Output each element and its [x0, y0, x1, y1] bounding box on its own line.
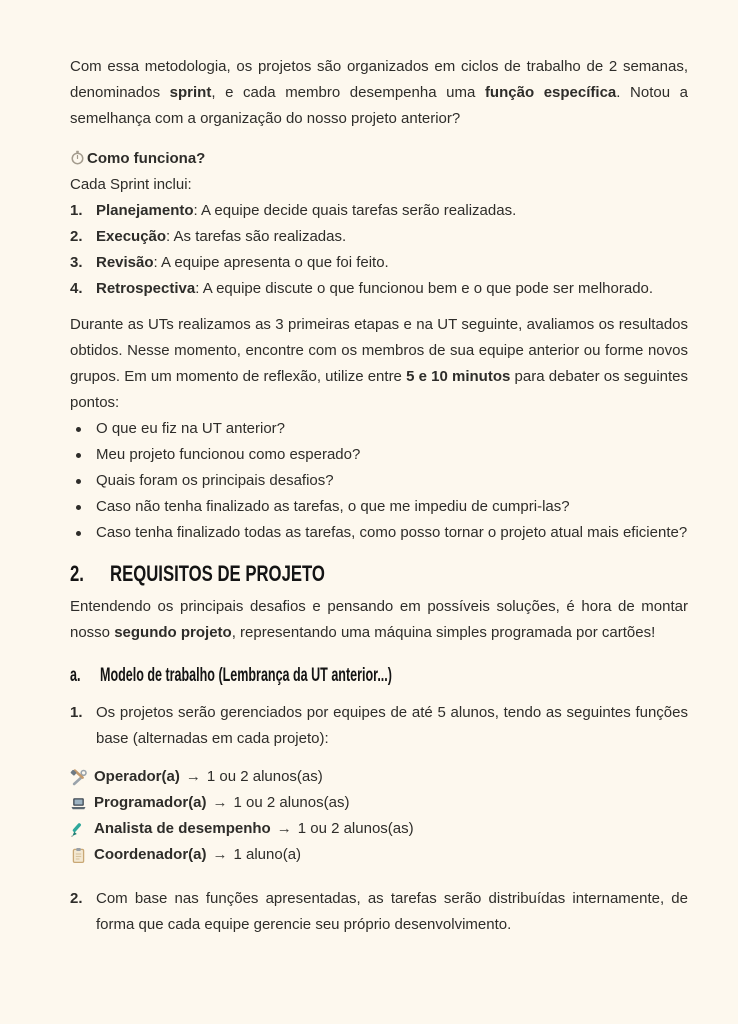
laptop-icon [70, 795, 94, 812]
subsection-letter: a. [70, 665, 81, 686]
bullet-text: Caso tenha finalizado todas as tarefas, como posso tornar o projeto atual mais eficiente? [96, 524, 688, 541]
hammer-wrench-icon [70, 769, 94, 786]
reflection-bullet-list [70, 416, 688, 546]
arrow-right-icon: → [212, 794, 228, 811]
arrow-right-icon: → [185, 768, 201, 785]
how-it-works-heading [70, 146, 688, 172]
role-item-programador [70, 790, 688, 816]
step-text [96, 250, 688, 276]
step-number: 1. [70, 202, 83, 219]
bullet-marker [70, 520, 96, 546]
role-count: 1 ou 2 alunos(as) [206, 768, 323, 785]
bullet-item [70, 468, 688, 494]
step-description: : A equipe decide quais tarefas serão realizadas. [193, 202, 517, 219]
step-name: Planejamento [96, 202, 194, 219]
sprint-steps-list [70, 198, 688, 302]
bullet-item [70, 494, 688, 520]
bullet-item [70, 442, 688, 468]
pen-icon [70, 821, 94, 838]
clipboard-icon [70, 847, 94, 864]
role-item-analista [70, 816, 688, 842]
how-it-works-title: Como funciona? [87, 150, 206, 167]
section-number: 2. [70, 561, 84, 586]
arrow-right-icon: → [212, 846, 228, 863]
item-number: 2. [70, 890, 83, 907]
step-description: : As tarefas são realizadas. [166, 228, 347, 245]
bullet-marker [70, 494, 96, 520]
sprint-step [70, 198, 688, 224]
step-text [96, 276, 688, 302]
step-name: Execução [96, 228, 167, 245]
step-description: : A equipe discute o que funcionou bem e o que pode ser melhorado. [195, 280, 654, 297]
role-name: Coordenador(a) [94, 846, 207, 863]
bullet-text: Meu projeto funcionou como esperado? [96, 446, 361, 463]
roles-list [70, 764, 688, 868]
sprint-step [70, 224, 688, 250]
role-count: 1 aluno(a) [233, 846, 302, 863]
item-number: 1. [70, 704, 83, 721]
section-2-heading [70, 560, 688, 588]
subsection-title: Modelo de trabalho (Lembrança da UT anterior...) [100, 665, 392, 686]
section-2-paragraph: Entendendo os principais desafios e pensando em possíveis soluções, é hora de montar nosso segundo projeto, representando uma máquina simples programada por cartões! [70, 598, 688, 641]
step-number: 2. [70, 228, 83, 245]
bullet-text: Quais foram os principais desafios? [96, 472, 334, 489]
step-name: Retrospectiva [96, 280, 196, 297]
role-name: Operador(a) [94, 768, 180, 785]
role-text [94, 764, 323, 790]
step-text [96, 198, 688, 224]
sprint-step [70, 250, 688, 276]
bullet-marker [70, 416, 96, 442]
step-description: : A equipe apresenta o que foi feito. [153, 254, 389, 271]
role-text [94, 790, 349, 816]
bullet-item [70, 416, 688, 442]
bullet-marker [70, 468, 96, 494]
role-item-operador [70, 764, 688, 790]
subsection-a-heading [70, 662, 688, 690]
role-text [94, 842, 301, 868]
role-item-coordenador [70, 842, 688, 868]
role-name: Analista de desempenho [94, 820, 271, 837]
stopwatch-icon [70, 150, 85, 167]
role-text [94, 816, 414, 842]
item-text: Com base nas funções apresentadas, as tarefas serão distribuídas internamente, de forma que cada equipe gerencie seu próprio desenvolvimento. [96, 890, 688, 933]
role-count: 1 ou 2 alunos(as) [297, 820, 414, 837]
step-text [96, 224, 688, 250]
intro-paragraph: Com essa metodologia, os projetos são organizados em ciclos de trabalho de 2 semanas, denominados sprint, e cada membro desempenha uma função específica. Notou a semelhança com a organização do nosso projeto anterior? [70, 58, 689, 127]
role-count: 1 ou 2 alunos(as) [233, 794, 350, 811]
bullet-text: O que eu fiz na UT anterior? [96, 420, 285, 437]
section-title: REQUISITOS DE PROJETO [110, 561, 325, 586]
step-number: 3. [70, 254, 83, 271]
work-item-2 [70, 886, 688, 938]
bullet-marker [70, 442, 96, 468]
item-text: Os projetos serão gerenciados por equipes de até 5 alunos, tendo as seguintes funções base (alternadas em cada projeto): [96, 704, 688, 747]
step-name: Revisão [96, 254, 154, 271]
bullet-item [70, 520, 688, 546]
sprint-lead: Cada Sprint inclui: [70, 176, 192, 193]
step-number: 4. [70, 280, 83, 297]
reflection-paragraph: Durante as UTs realizamos as 3 primeiras etapas e na UT seguinte, avaliamos os resultados obtidos. Nesse momento, encontre com os membros de sua equipe anterior ou forme novos grupos. Em um momento de reflexão, utilize entre 5 e 10 minutos para debater os seguintes pontos: [70, 316, 689, 411]
bullet-text: Caso não tenha finalizado as tarefas, o que me impediu de cumpri-las? [96, 498, 570, 515]
role-name: Programador(a) [94, 794, 207, 811]
arrow-right-icon: → [276, 820, 292, 837]
work-item-1 [70, 700, 688, 752]
sprint-step [70, 276, 688, 302]
